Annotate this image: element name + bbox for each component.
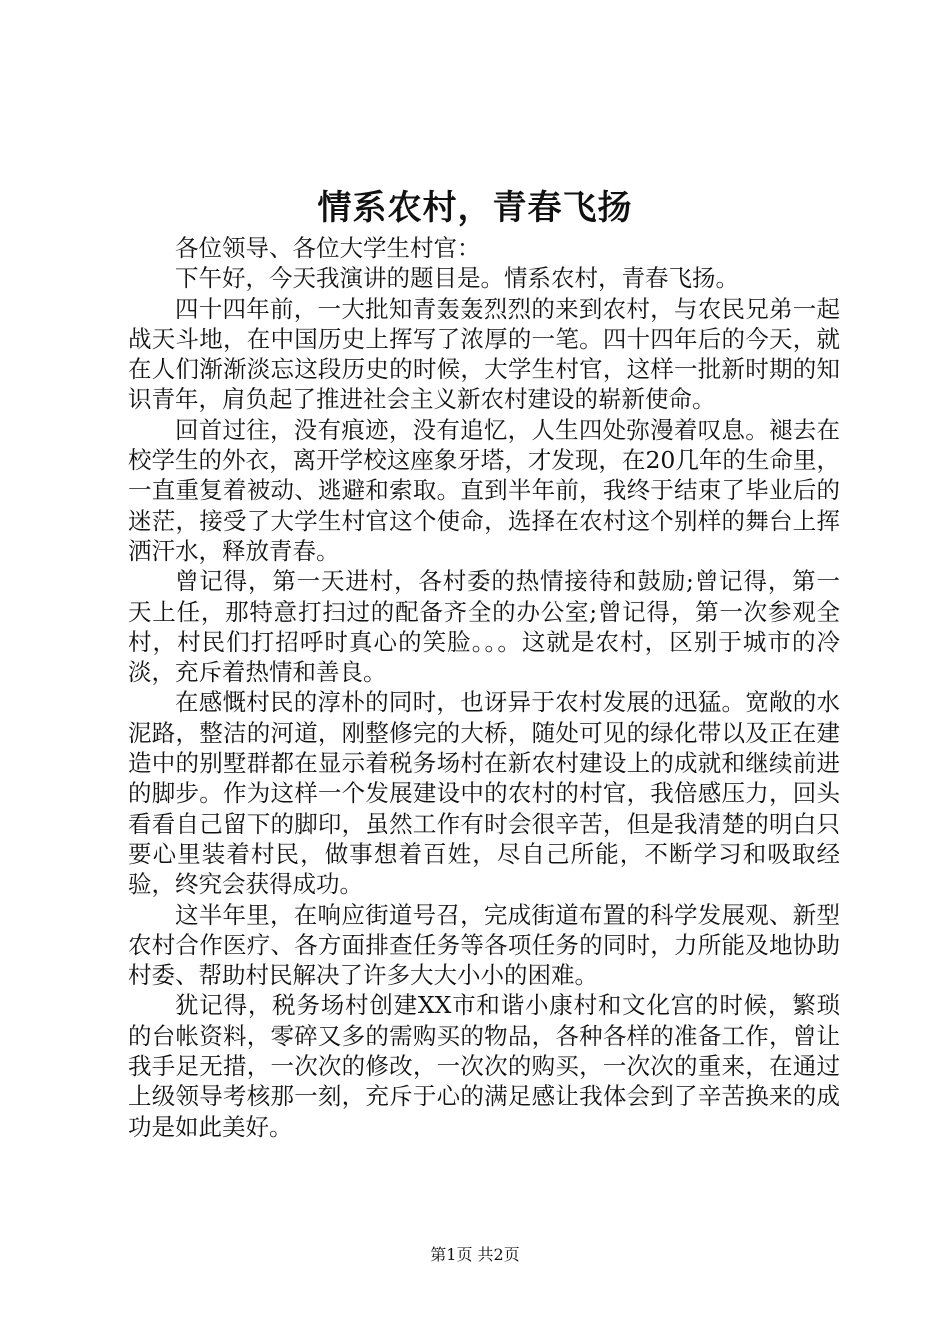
paragraph: 四十四年前，一大批知青轰轰烈烈的来到农村，与农民兄弟一起战天斗地，在中国历史上挥写了浓厚的一笔。四十四年后的今天，就在人们渐渐淡忘这段历史的时候，大学生村官，这样一批新时期的知识青年，肩负起了推进社会主义新农村建设的崭新使命。 [128, 294, 840, 414]
paragraph: 回首过往，没有痕迹，没有追忆，人生四处弥漫着叹息。褪去在校学生的外衣，离开学校这座象牙塔，才发现，在20几年的生命里，一直重复着被动、逃避和索取。直到半年前，我终于结束了毕业后的迷茫，接受了大学生村官这个使命，选择在农村这个别样的舞台上挥洒汗水，释放青春。 [128, 415, 840, 565]
document-body [128, 233, 840, 1142]
paragraph-salutation: 各位领导、各位大学生村官： [175, 234, 481, 262]
paragraph: 在感慨村民的淳朴的同时，也讶异于农村发展的迅猛。宽敞的水泥路，整洁的河道，刚整修完的大桥，随处可见的绿化带以及正在建造中的别墅群都在显示着税务场村在新农村建设上的成就和继续前进的脚步。作为这样一个发展建设中的农村的村官，我倍感压力，回头看看自己留下的脚印，虽然工作有时会很辛苦，但是我清楚的明白只要心里装着村民，做事想着百姓，尽自己所能，不断学习和吸取经验，终究会获得成功。 [128, 688, 840, 899]
paragraph: 犹记得，税务场村创建XX市和谐小康村和文化宫的时候，繁琐的台帐资料，零碎又多的需购买的物品，各种各样的准备工作，曾让我手足无措，一次次的修改，一次次的购买，一次次的重来，在通过上级领导考核那一刻，充斥于心的满足感让我体会到了辛苦换来的成功是如此美好。 [128, 991, 840, 1141]
document-title: 情系农村，青春飞扬 [317, 188, 633, 228]
page-number-footer: 第1页 共2页 [430, 1245, 520, 1264]
paragraph-greeting: 下午好，今天我演讲的题目是。情系农村，青春飞扬。 [175, 264, 739, 293]
paragraph: 曾记得，第一天进村，各村委的热情接待和鼓励;曾记得，第一天上任，那特意打扫过的配备齐全的办公室;曾记得，第一次参观全村，村民们打招呼时真心的笑脸。。。这就是农村，区别于城市的冷淡，充斥着热情和善良。 [128, 567, 840, 687]
paragraph: 这半年里，在响应街道号召，完成街道布置的科学发展观、新型农村合作医疗、各方面排查任务等各项任务的同时，力所能及地协助村委、帮助村民解决了许多大大小小的困难。 [128, 900, 840, 990]
